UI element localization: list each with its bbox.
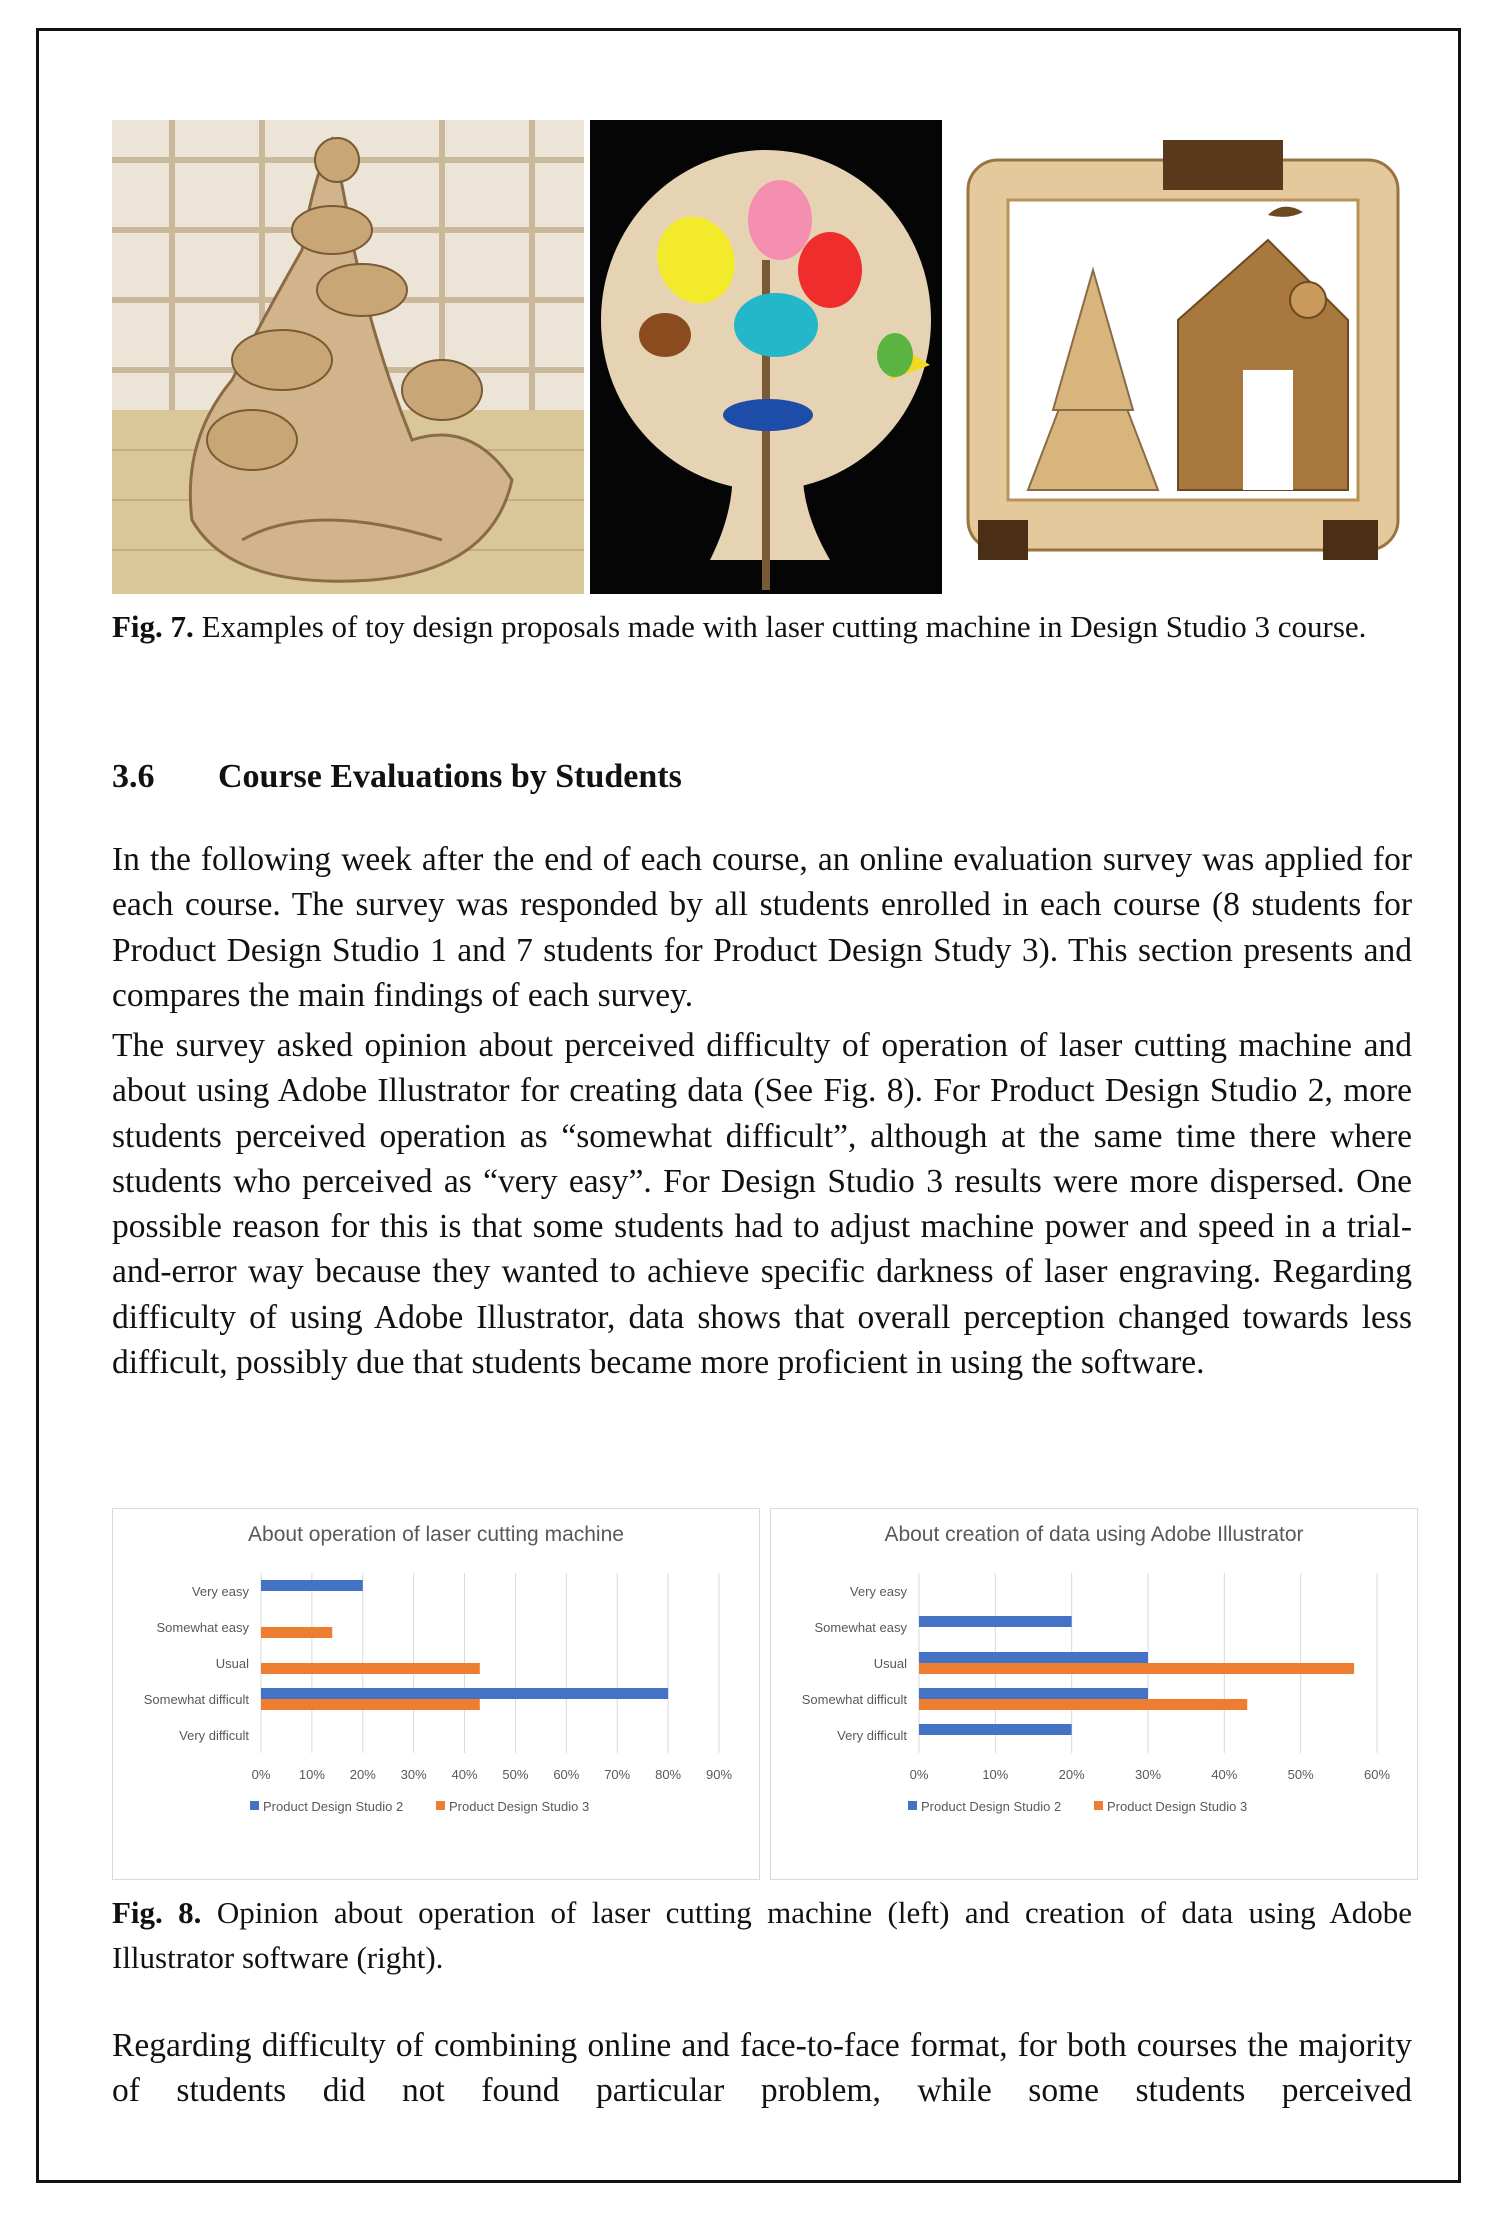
photo-house-diorama-toy — [948, 120, 1412, 594]
y-category-label: Usual — [873, 1656, 907, 1671]
legend-swatch — [250, 1801, 259, 1810]
bar — [919, 1688, 1148, 1699]
legend-swatch — [908, 1801, 917, 1810]
figure-7-label: Fig. 7. — [112, 609, 194, 644]
paragraph-2: The survey asked opinion about perceived difficulty of operation of laser cutting machine and about using Adobe Illustrator for creating data (See Fig. 8). For Product Design Studio 2, more students perceived operation as “somewhat difficult”, although at the same time there where students who perceived as “very easy”. For Design Studio 3 results were more dispersed. One possible reason for this is that some students had to adjust machine power and speed in a trial-and-error way because they wanted to achieve specific darkness of laser engraving. Regarding difficulty of using Adobe Illustrator, data shows that overall perception changed towards less difficult, possibly due that students became more proficient in using the software. — [112, 1027, 1412, 1382]
figure-8-text: Opinion about operation of laser cutting machine (left) and creation of data using Adobe Illustrator software (right). — [112, 1895, 1412, 1975]
figure-7-images — [112, 120, 1412, 594]
section-heading — [112, 758, 682, 796]
legend-label: Product Design Studio 2 — [263, 1799, 404, 1814]
bar — [919, 1724, 1072, 1735]
legend-swatch — [436, 1801, 445, 1810]
chart-illustrator-svg — [771, 1509, 1417, 1879]
legend-label: Product Design Studio 3 — [1107, 1799, 1248, 1814]
bar — [919, 1699, 1247, 1710]
bar — [261, 1663, 480, 1674]
y-category-label: Somewhat difficult — [801, 1692, 907, 1707]
legend-label: Product Design Studio 2 — [921, 1799, 1062, 1814]
x-tick-label: 60% — [1363, 1767, 1391, 1782]
x-tick-label: 0% — [909, 1767, 929, 1782]
x-tick-label: 70% — [604, 1767, 631, 1782]
y-category-label: Very easy — [849, 1584, 907, 1599]
x-tick-label: 80% — [655, 1767, 682, 1782]
figure-7-text: Examples of toy design proposals made with laser cutting machine in Design Studio 3 course. — [193, 609, 1367, 644]
section-number: 3.6 — [112, 758, 155, 795]
chart-laser-cutting-svg — [113, 1509, 759, 1879]
x-tick-label: 50% — [1287, 1767, 1314, 1782]
bar — [261, 1688, 668, 1699]
paragraph-1: In the following week after the end of each course, an online evaluation survey was applied for each course. The survey was responded by all students enrolled in each course (8 students for Product Design Studio 1 and 7 students for Product Design Study 3). This section presents and compares the main findings of each survey. — [112, 841, 1412, 1014]
x-tick-label: 20% — [1058, 1767, 1085, 1782]
chart-title: About creation of data using Adobe Illustrator — [884, 1523, 1304, 1546]
figure-7-caption — [112, 604, 1412, 649]
photo-tree-fruit-toy — [590, 120, 942, 594]
bar — [919, 1616, 1072, 1627]
x-tick-label: 40% — [451, 1767, 478, 1782]
legend-label: Product Design Studio 3 — [449, 1799, 590, 1814]
x-tick-label: 60% — [553, 1767, 580, 1782]
paragraph-3: Regarding difficulty of combining online and face-to-face format, for both courses the majority of students did not found particular problem, while some students perceived — [112, 2027, 1412, 2110]
section-title: Course Evaluations by Students — [218, 758, 682, 795]
x-tick-label: 10% — [982, 1767, 1009, 1782]
x-tick-label: 50% — [502, 1767, 529, 1782]
y-category-label: Somewhat easy — [156, 1620, 249, 1635]
y-category-label: Somewhat difficult — [143, 1692, 249, 1707]
bar — [261, 1627, 332, 1638]
x-tick-label: 40% — [1211, 1767, 1238, 1782]
chart-laser-cutting — [112, 1508, 760, 1880]
x-tick-label: 30% — [1134, 1767, 1162, 1782]
bar — [919, 1663, 1354, 1674]
bar — [261, 1699, 480, 1710]
chart-illustrator — [770, 1508, 1418, 1880]
x-tick-label: 10% — [298, 1767, 325, 1782]
y-category-label: Very difficult — [179, 1728, 249, 1743]
x-tick-label: 0% — [251, 1767, 271, 1782]
figure-8-label: Fig. 8. — [112, 1895, 202, 1930]
y-category-label: Usual — [215, 1656, 249, 1671]
y-category-label: Somewhat easy — [814, 1620, 907, 1635]
x-tick-label: 20% — [349, 1767, 376, 1782]
chart-title: About operation of laser cutting machine — [248, 1523, 624, 1546]
y-category-label: Very difficult — [837, 1728, 907, 1743]
figure-8-caption — [112, 1890, 1412, 1980]
x-tick-label: 90% — [705, 1767, 733, 1782]
legend-swatch — [1094, 1801, 1103, 1810]
y-category-label: Very easy — [191, 1584, 249, 1599]
bar — [919, 1652, 1148, 1663]
x-tick-label: 30% — [400, 1767, 427, 1782]
photo-animal-stack-toy — [112, 120, 584, 594]
bar — [261, 1580, 363, 1591]
